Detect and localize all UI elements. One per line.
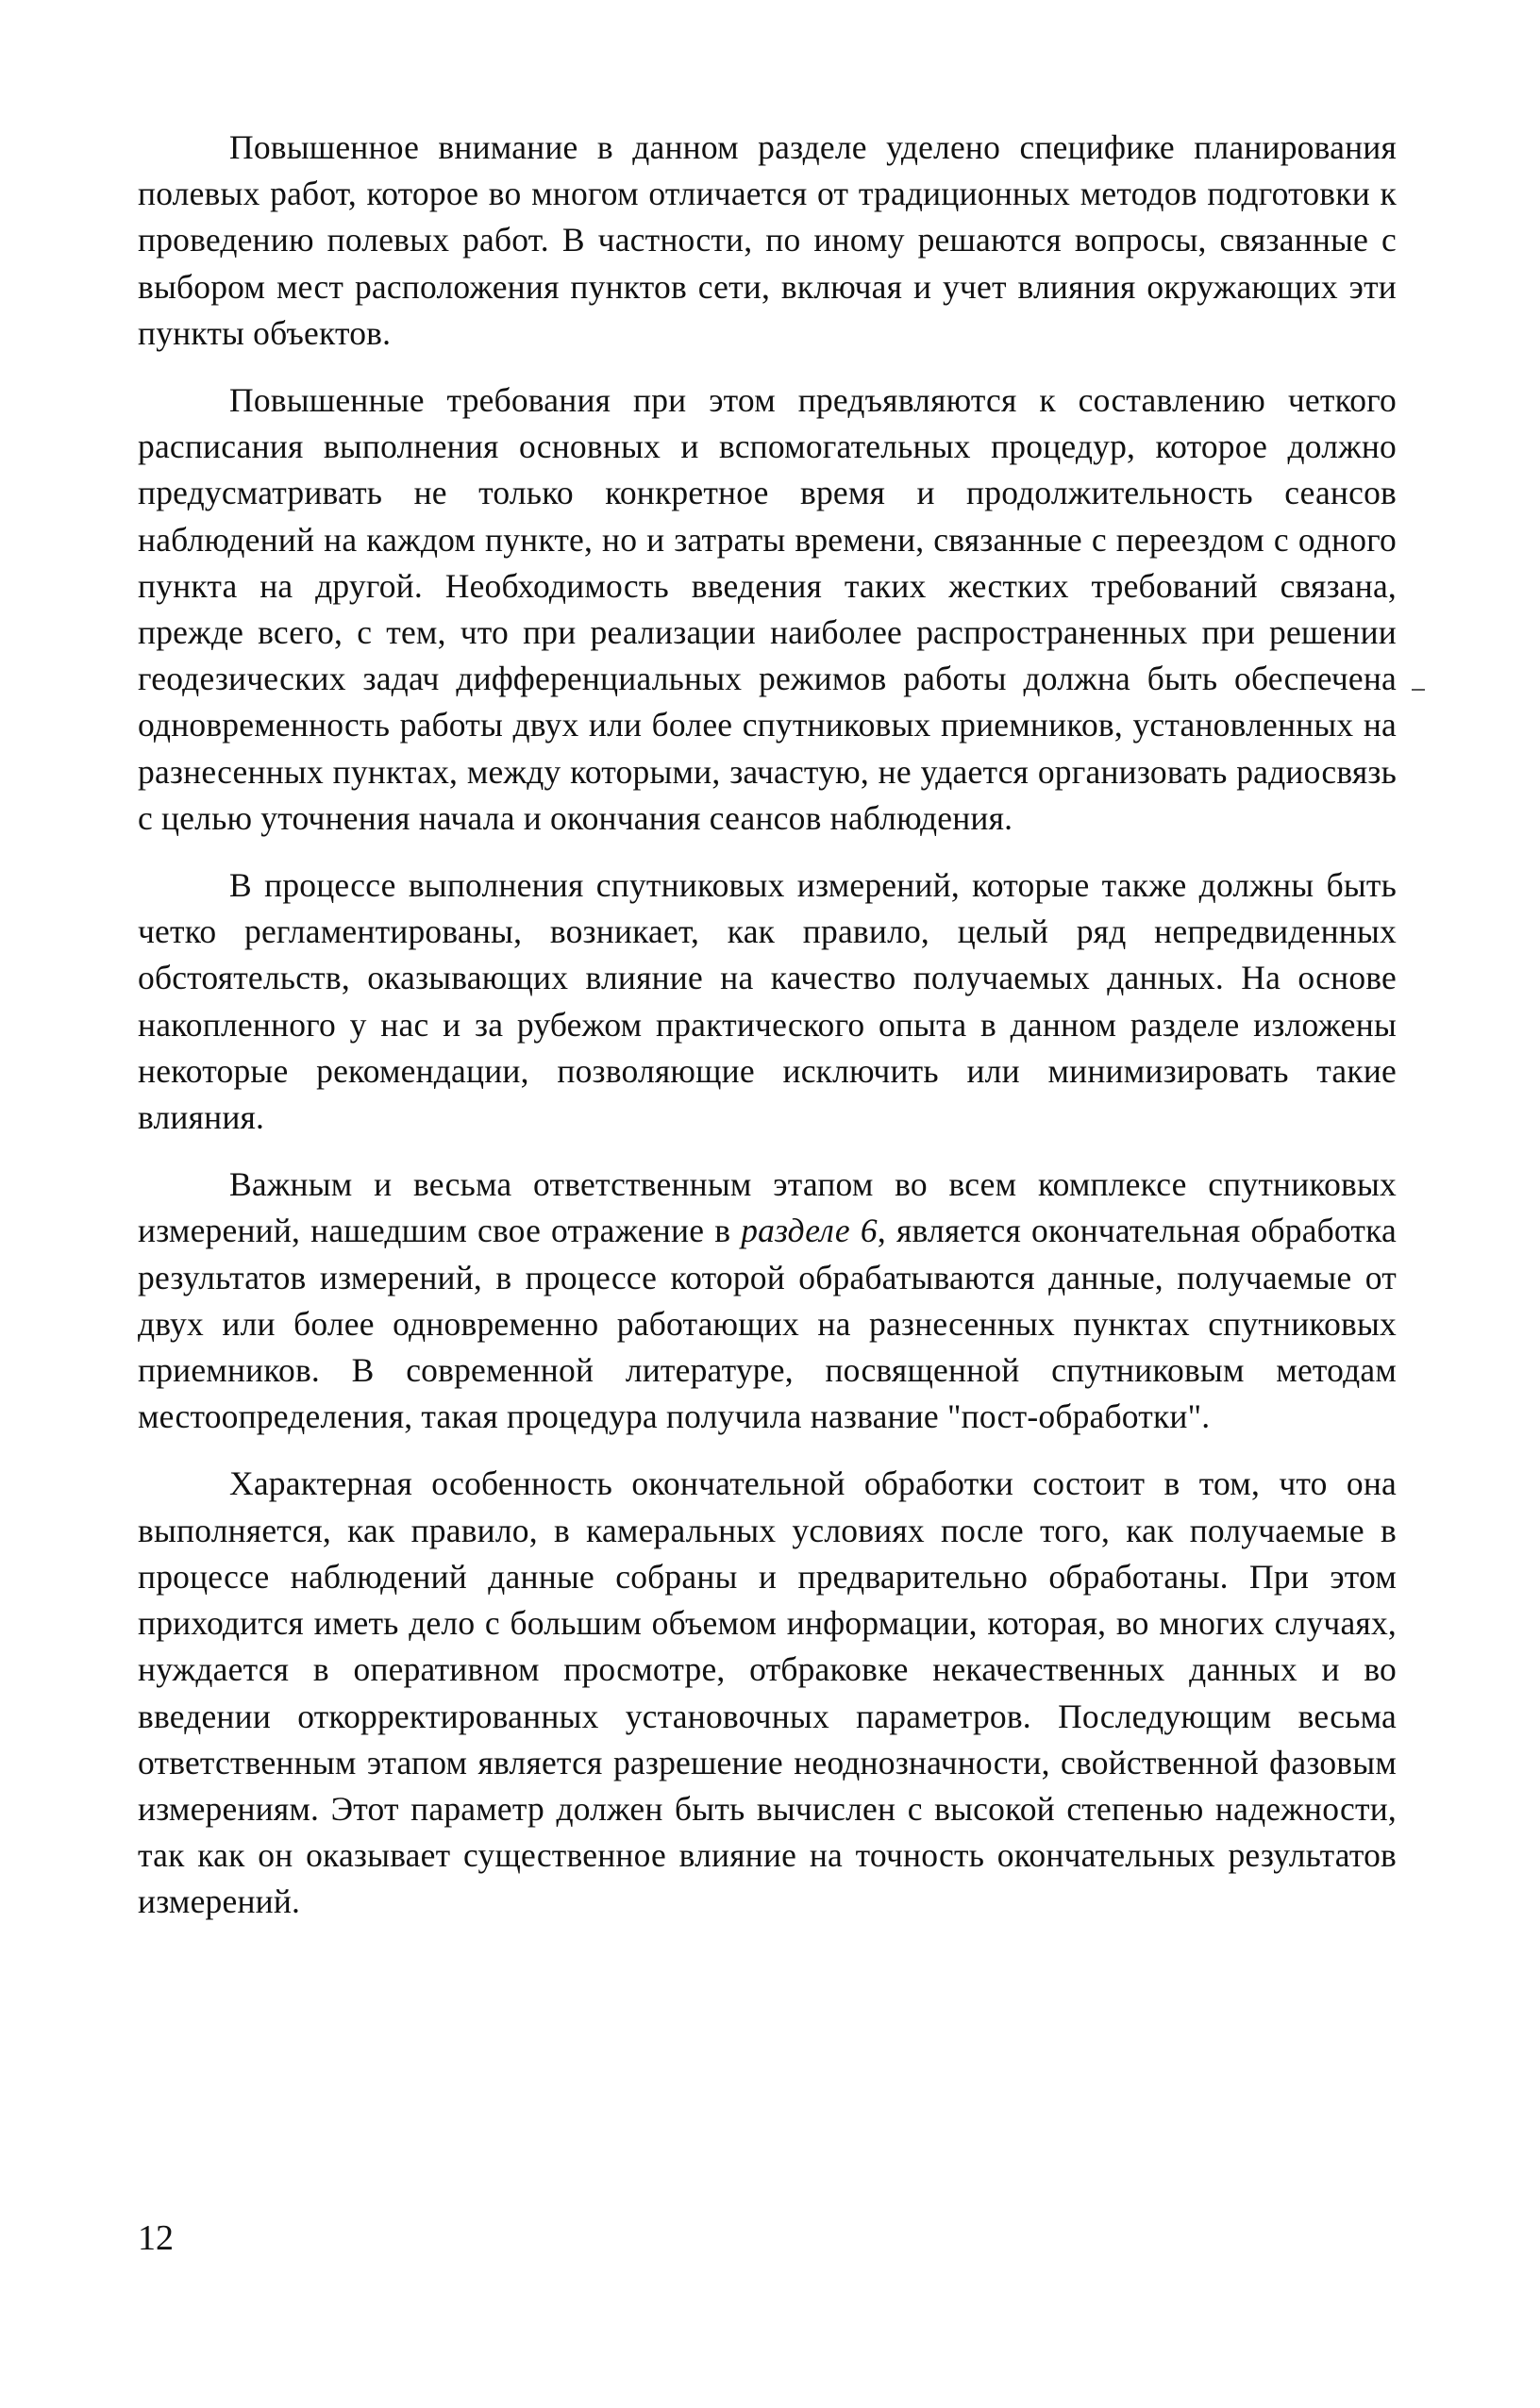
post-processing-text-end: , является окончательная обработка результатов измерений, в процессе которой обрабатываются данные, получаемые от двух или более одновременно работающих на разнесенных пунктах спутниковых приемников. В современной литературе, посвященной спутниковым методам местоопределения, такая процедура получила название "пост-обработки". (138, 1212, 1397, 1436)
post-processing-text-start: Важным и весьма ответственным этапом во всем комплексе спутниковых измерений, нашедшим свое отражение в (138, 1165, 1397, 1250)
body-text (138, 125, 1397, 1926)
paragraph-schedule-requirements: Повышенные требования при этом предъявляются к составлению четкого расписания выполнения основных и вспомогательных процедур, которое должно предусматривать не только конкретное время и продолжительность сеансов наблюдений на каждом пункте, но и затраты времени, связанные с переездом с одного пункта на другой. Необходимость введения таких жестких требований связана, прежде всего, с тем, что при реализации наиболее распространенных при решении геодезических задач дифференциальных режимов работы должна быть обеспечена одновременность работы двух или более спутниковых приемников, установленных на разнесенных пунктах, между которыми, зачастую, не удается организовать радиосвязь с целью уточнения начала и окончания сеансов наблюдения. (138, 381, 1397, 837)
paragraph-post-processing (138, 1162, 1397, 1440)
scan-artifact (1412, 689, 1425, 691)
paragraph-final-processing: Характерная особенность окончательной обработки состоит в том, что она выполняется, как правило, в камеральных условиях после того, как получаемые в процессе наблюдений данные собраны и предварительно обработаны. При этом приходится иметь дело с большим объемом информации, которая, во многих случаях, нуждается в оперативном просмотре, отбраковке некачественных данных и во введении откорректированных установочных параметров. Последующим весьма ответственным этапом является разрешение неоднозначности, свойственной фазовым измерениям. Этот параметр должен быть вычислен с высокой степенью надежности, так как он оказывает существенное влияние на точность окончательных результатов измерений. (138, 1464, 1397, 1921)
paragraph-planning: Повышенное внимание в данном разделе уделено специфике планирования полевых работ, которое во многом отличается от традиционных методов подготовки к проведению полевых работ. В частности, по иному решаются вопросы, связанные с выбором мест расположения пунктов сети, включая и учет влияния окружающих эти пункты объектов. (138, 128, 1397, 352)
paragraph-measurement-process: В процессе выполнения спутниковых измерений, которые также должны быть четко регламентированы, возникает, как правило, целый ряд непредвиденных обстоятельств, оказывающих влияние на качество получаемых данных. На основе накопленного у нас и за рубежом практического опыта в данном разделе изложены некоторые рекомендации, позволяющие исключить или минимизировать такие влияния. (138, 866, 1397, 1137)
page-number: 12 (138, 2218, 174, 2258)
section-reference: разделе 6 (741, 1212, 878, 1250)
